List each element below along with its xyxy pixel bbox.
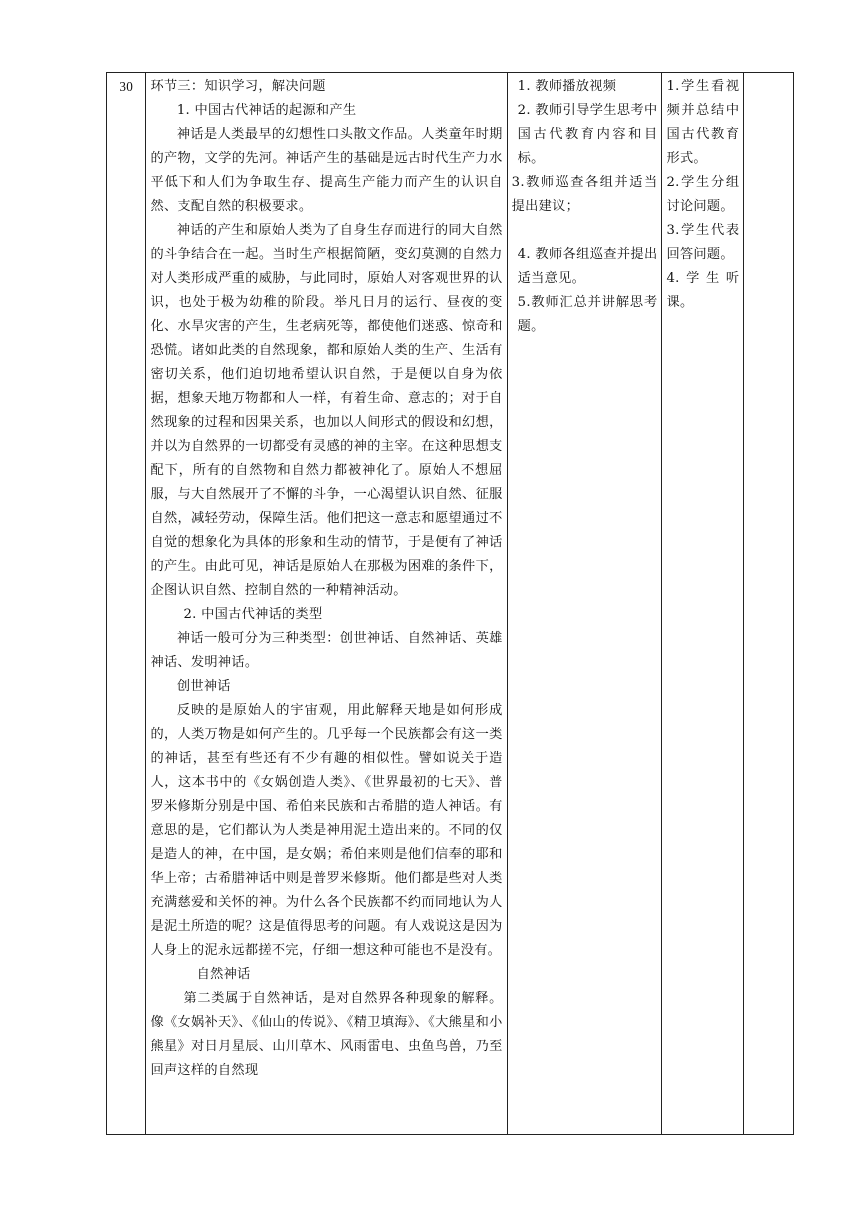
paragraph-4: 反映的是原始人的宇宙观，用此解释天地是如何形成的，人类万物是如何产生的。几乎每一个民族都会有这一类的神话，甚至有些还有不少有趣的相似性。譬如说关于造人，这本书中的《女娲创造人类》、《世界最初的七天》、普罗米修斯分别是中国、希伯来民族和古希腊的造人神话。有意思的是，它们都认为人类是神用泥土造出来的。不同的仅是造人的神，在中国，是女娲；希伯来则是他们信奉的耶和华上帝；古希腊神话中则是普罗米修斯。他们都是些对人类充满慈爱和关怀的神。为什么各个民族都不约而同地认为人是泥土所造的呢？这是值得思考的问题。有人戏说这是因为人身上的泥永远都搓不完，仔细一想这种可能也不是没有。 — [150, 703, 503, 958]
content-cell — [146, 73, 507, 1135]
heading-types: 2. 中国古代神话的类型 — [183, 607, 323, 622]
student-item-2: 2.学生分组讨论问题。 — [666, 175, 740, 214]
teacher-activity-cell — [507, 73, 662, 1135]
paragraph-2: 神话的产生和原始人类为了自身生存而进行的同大自然的斗争结合在一起。当时生产根据简陋，变幻莫测的自然力对人类形成严重的威胁，与此同时，原始人对客观世界的认识，也处于极为幼稚的阶段。举凡日月的运行、昼夜的变化、水旱灾害的产生，生老病死等，都使他们迷惑、惊奇和恐慌。诸如此类的自然现象，都和原始人类的生产、生活有密切关系，他们迫切地希望认识自然，于是便以自身为依据，想象天地万物都和人一样，有着生命、意志的；对于自然现象的过程和因果关系，也加以人间形式的假设和幻想，并以为自然界的一切都受有灵感的神的主宰。在这种思想支配下，所有的自然物和自然力都被神化了。原始人不想屈服，与大自然展开了不懈的斗争，一心渴望认识自然、征服自然，减轻劳动，保障生活。他们把这一意志和愿望通过不自觉的想象化为具体的形象和生动的情节，于是便有了神话的产生。由此可见，神话是原始人在那极为困难的条件下，企图认识自然、控制自然的一种精神活动。 — [150, 223, 503, 598]
teacher-item-3: 3.教师巡查各组并适当提出建议； — [511, 175, 658, 214]
paragraph-1: 神话是人类最早的幻想性口头散文作品。人类童年时期的产物，文学的先河。神话产生的基础是远古时代生产力水平低下和人们为争取生存、提高生产能力而产生的认识自然、支配自然的积极要求。 — [150, 127, 503, 214]
teacher-item-5: 5.教师汇总并讲解思考题。 — [517, 295, 658, 334]
subheading-creation-myth: 创世神话 — [176, 679, 231, 694]
row-number: 30 — [107, 73, 146, 1135]
section-heading: 环节三：知识学习，解决问题 — [150, 79, 326, 94]
table-row — [107, 73, 794, 1135]
notes-cell — [744, 73, 794, 1135]
student-item-3: 3.学生代表回答问题。 — [666, 223, 740, 262]
teacher-item-1: 1. 教师播放视频 — [517, 79, 617, 94]
student-item-1: 1.学生看视频并总结中国古代教育形式。 — [666, 79, 740, 166]
paragraph-5: 第二类属于自然神话，是对自然界各种现象的解释。像《女娲补天》、《仙山的传说》、《精卫填海》、《大熊星和小熊星》对日月星辰、山川草木、风雨雷电、虫鱼鸟兽，乃至回声这样的自然现 — [150, 991, 503, 1078]
heading-origin: 1. 中国古代神话的起源和产生 — [176, 103, 357, 118]
teacher-item-2: 2. 教师引导学生思考中国古代教育内容和目标。 — [517, 103, 658, 166]
teacher-item-4: 4. 教师各组巡查并提出适当意见。 — [517, 247, 658, 286]
spacer — [512, 219, 658, 243]
lesson-plan-table — [106, 72, 794, 1135]
student-activity-cell — [662, 73, 744, 1135]
paragraph-3: 神话一般可分为三种类型：创世神话、自然神话、英雄神话、发明神话。 — [150, 631, 503, 670]
subheading-nature-myth: 自然神话 — [196, 967, 251, 982]
student-item-4: 4.学生听课。 — [666, 271, 740, 310]
